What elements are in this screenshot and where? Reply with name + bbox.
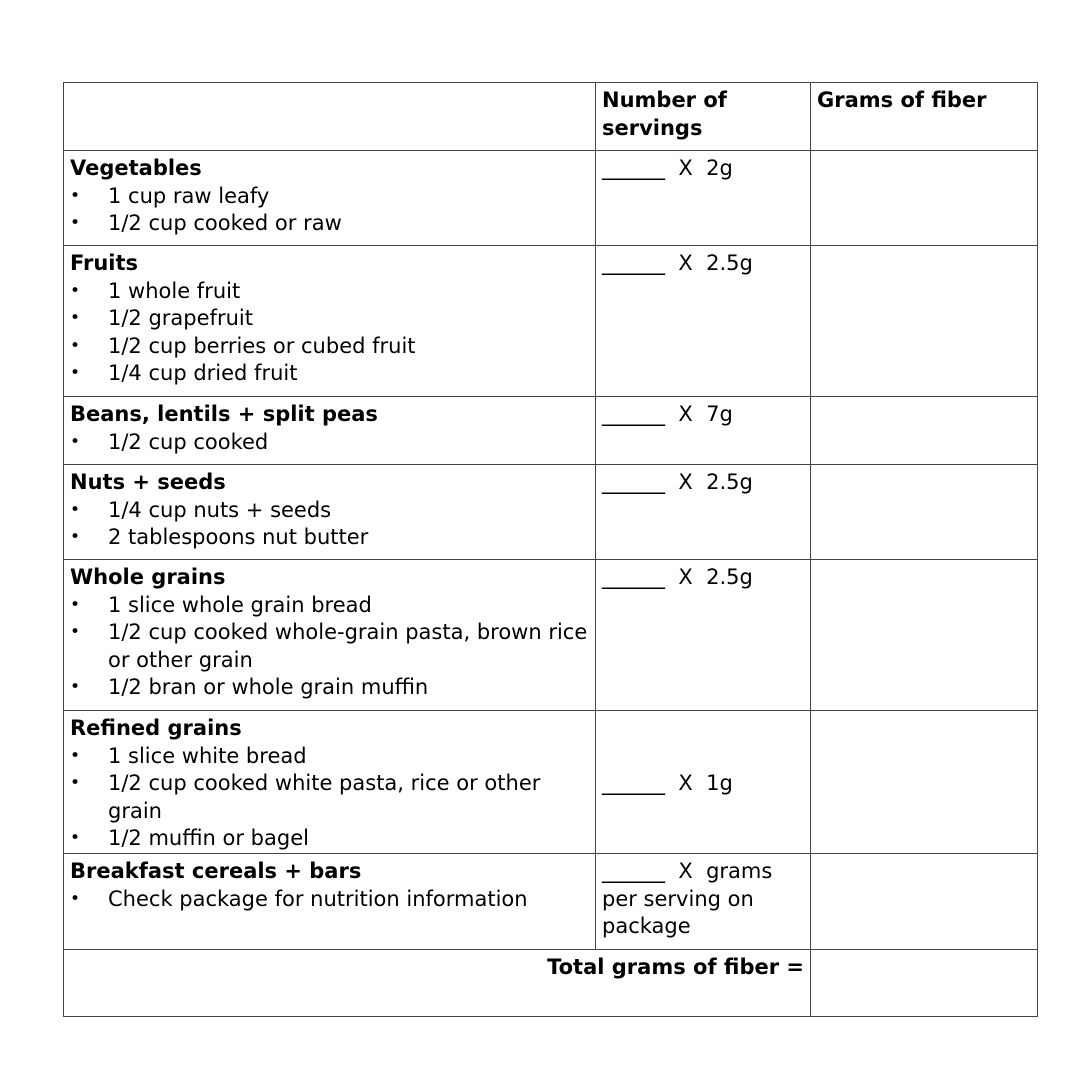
- serving-size-list: [70, 278, 589, 388]
- servings-input-cell[interactable]: ______ X 2.5g: [596, 465, 811, 560]
- category-label: Beans, lentils + split peas: [70, 402, 378, 426]
- table-row-vegetables: [64, 151, 1038, 246]
- food-cell: [64, 853, 596, 949]
- table-row-beans: [64, 397, 1038, 465]
- list-item: • 1/2 cup cooked white pasta, rice or other grain: [70, 770, 589, 825]
- servings-input-cell[interactable]: ______ X 7g: [596, 397, 811, 465]
- fiber-grams-cell[interactable]: [811, 246, 1038, 397]
- serving-size-list: [70, 497, 589, 552]
- table-row-breakfast-cereals: [64, 853, 1038, 949]
- serving-size-list: [70, 183, 589, 238]
- list-item: • 1/2 cup cooked whole-grain pasta, brown rice or other grain: [70, 619, 589, 674]
- fiber-grams-cell[interactable]: [811, 465, 1038, 560]
- category-label: Nuts + seeds: [70, 470, 226, 494]
- table-row-total: [64, 949, 1038, 1016]
- list-item: • 1/2 cup berries or cubed fruit: [70, 333, 589, 361]
- total-label: Total grams of fiber =: [64, 949, 811, 1016]
- table-row-nuts-seeds: [64, 465, 1038, 560]
- header-servings: Number of servings: [596, 83, 811, 151]
- food-cell: [64, 465, 596, 560]
- list-item: • 1/2 cup cooked: [70, 429, 589, 457]
- servings-input-cell[interactable]: ______ X 2g: [596, 151, 811, 246]
- table-row-refined-grains: [64, 711, 1038, 854]
- list-item: • 1 whole fruit: [70, 278, 589, 306]
- servings-input-cell[interactable]: ______ X grams per serving on package: [596, 853, 811, 949]
- fiber-grams-cell[interactable]: [811, 711, 1038, 854]
- list-item: • 1/2 muffin or bagel: [70, 825, 589, 853]
- fiber-grams-cell[interactable]: [811, 560, 1038, 711]
- list-item: • 1/4 cup dried fruit: [70, 360, 589, 388]
- food-cell: [64, 246, 596, 397]
- category-label: Whole grains: [70, 565, 226, 589]
- category-label: Fruits: [70, 251, 139, 275]
- food-cell: [64, 151, 596, 246]
- food-cell: [64, 560, 596, 711]
- category-label: Vegetables: [70, 156, 202, 180]
- header-grams-of-fiber: Grams of fiber: [811, 83, 1038, 151]
- serving-size-list: [70, 429, 589, 457]
- category-label: Breakfast cereals + bars: [70, 858, 362, 883]
- header-blank-cell: [64, 83, 596, 151]
- table-header-row: [64, 83, 1038, 151]
- category-label: Refined grains: [70, 716, 242, 740]
- food-cell: [64, 397, 596, 465]
- fiber-table: [63, 82, 1038, 1017]
- list-item: • Check package for nutrition information: [70, 886, 589, 914]
- serving-size-list: [70, 886, 589, 914]
- fiber-grams-cell[interactable]: [811, 853, 1038, 949]
- list-item: • 1 slice whole grain bread: [70, 592, 589, 620]
- list-item: • 1/2 bran or whole grain muffin: [70, 674, 589, 702]
- list-item: • 1 slice white bread: [70, 743, 589, 771]
- list-item: • 1/2 cup cooked or raw: [70, 210, 589, 238]
- list-item: • 1 cup raw leafy: [70, 183, 589, 211]
- list-item: • 1/2 grapefruit: [70, 305, 589, 333]
- list-item: • 1/4 cup nuts + seeds: [70, 497, 589, 525]
- food-cell: [64, 711, 596, 854]
- serving-size-list: [70, 592, 589, 702]
- fiber-grams-cell[interactable]: [811, 397, 1038, 465]
- table-row-whole-grains: [64, 560, 1038, 711]
- servings-input-cell[interactable]: ______ X 1g: [596, 711, 811, 854]
- total-fiber-cell[interactable]: [811, 949, 1038, 1016]
- list-item: • 2 tablespoons nut butter: [70, 524, 589, 552]
- fiber-grams-cell[interactable]: [811, 151, 1038, 246]
- servings-input-cell[interactable]: ______ X 2.5g: [596, 560, 811, 711]
- table-row-fruits: [64, 246, 1038, 397]
- servings-input-cell[interactable]: ______ X 2.5g: [596, 246, 811, 397]
- serving-size-list: [70, 743, 589, 853]
